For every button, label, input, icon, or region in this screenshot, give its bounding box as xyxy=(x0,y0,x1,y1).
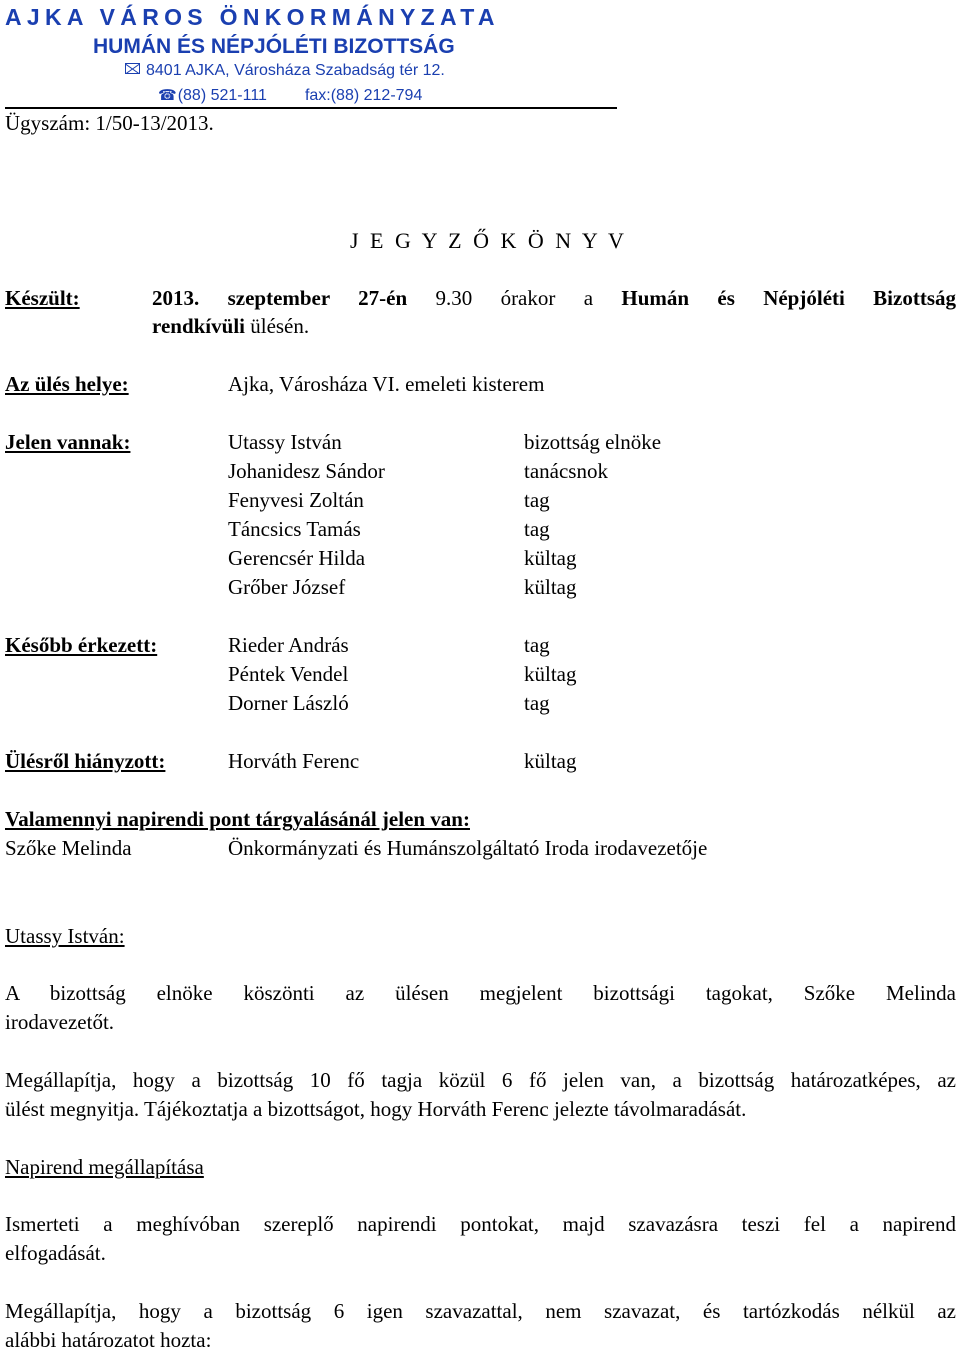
made-label: Készült: xyxy=(5,286,80,310)
committee-name: HUMÁN ÉS NÉPJÓLÉTI BIZOTTSÁG xyxy=(93,35,455,58)
paragraph-greeting-line2: irodavezetőt. xyxy=(5,1010,115,1034)
header-rule xyxy=(5,107,617,109)
contact-line xyxy=(158,86,422,105)
present-role: tanácsnok xyxy=(524,459,608,483)
made-date: 2013. szeptember 27-én xyxy=(152,286,408,310)
paragraph-vote-line1: Megállapítja, hogy a bizottság 6 igen szavazattal, nem szavazat, és tartózkodás nélkül az xyxy=(5,1299,956,1323)
address-text: 8401 AJKA, Városháza Szabadság tér 12. xyxy=(146,62,445,79)
late-role: tag xyxy=(524,691,550,715)
document-title: J E G Y Z Ő K Ö N Y V xyxy=(350,228,627,253)
present-name: Johanidesz Sándor xyxy=(228,459,385,483)
late-label: Később érkezett: xyxy=(5,633,158,657)
address-line xyxy=(125,62,445,80)
present-name: Grőber József xyxy=(228,575,346,599)
made-time: 9.30 órakor a xyxy=(407,286,622,310)
absent-name: Horváth Ferenc xyxy=(228,749,360,773)
present-name: Fenyvesi Zoltán xyxy=(228,488,364,512)
phone-text: (88) 521-111 xyxy=(177,87,267,104)
agenda-heading: Napirend megállapítása xyxy=(5,1155,204,1179)
late-name: Rieder András xyxy=(228,633,349,657)
absent-role: kültag xyxy=(524,749,577,773)
fax-text: fax:(88) 212-794 xyxy=(304,87,423,104)
all-items-role: Önkormányzati és Humánszolgáltató Iroda irodavezetője xyxy=(228,836,708,860)
telephone-icon: ☎ xyxy=(158,87,177,104)
late-name: Dorner László xyxy=(228,691,349,715)
paragraph-quorum-line2: ülést megnyitja. Tájékoztatja a bizottságot, hogy Horváth Ferenc jelezte távolmaradását. xyxy=(5,1097,747,1121)
absent-label: Ülésről hiányzott: xyxy=(5,749,166,773)
envelope-icon xyxy=(125,63,140,74)
org-name: AJKA VÁROS ÖNKORMÁNYZATA xyxy=(5,4,500,30)
present-name: Gerencsér Hilda xyxy=(228,546,366,570)
present-role: tag xyxy=(524,488,550,512)
present-name: Táncsics Tamás xyxy=(228,517,361,541)
made-committee: Humán és Népjóléti Bizottság xyxy=(621,286,956,310)
paragraph-vote-line2: alábbi határozatot hozta: xyxy=(5,1328,212,1352)
paragraph-agenda-line2: elfogadását. xyxy=(5,1241,106,1265)
speaker-heading: Utassy István: xyxy=(5,924,125,948)
made-line1 xyxy=(152,284,956,313)
present-label: Jelen vannak: xyxy=(5,430,131,454)
late-role: tag xyxy=(524,633,550,657)
present-role: kültag xyxy=(524,546,577,570)
present-role: kültag xyxy=(524,575,577,599)
paragraph-greeting-line1: A bizottság elnöke köszönti az ülésen megjelent bizottsági tagokat, Szőke Melinda xyxy=(5,981,956,1005)
all-items-label: Valamennyi napirendi pont tárgyalásánál jelen van: xyxy=(5,807,470,831)
made-line2 xyxy=(152,312,309,341)
all-items-name: Szőke Melinda xyxy=(5,836,132,860)
paragraph-quorum-line1: Megállapítja, hogy a bizottság 10 fő tagja közül 6 fő jelen van, a bizottság határozatképes, az xyxy=(5,1068,956,1092)
made-session: ülésén. xyxy=(244,314,310,338)
late-role: kültag xyxy=(524,662,577,686)
present-role: tag xyxy=(524,517,550,541)
present-role: bizottság elnöke xyxy=(524,430,662,454)
present-name: Utassy István xyxy=(228,430,342,454)
made-extraordinary: rendkívüli xyxy=(152,314,245,338)
paragraph-agenda-line1: Ismerteti a meghívóban szereplő napirendi pontokat, majd szavazásra teszi fel a napirend xyxy=(5,1212,956,1236)
late-name: Péntek Vendel xyxy=(228,662,349,686)
case-number: Ügyszám: 1/50-13/2013. xyxy=(5,111,214,135)
venue-value: Ajka, Városháza VI. emeleti kisterem xyxy=(228,372,545,396)
venue-label: Az ülés helye: xyxy=(5,372,129,396)
